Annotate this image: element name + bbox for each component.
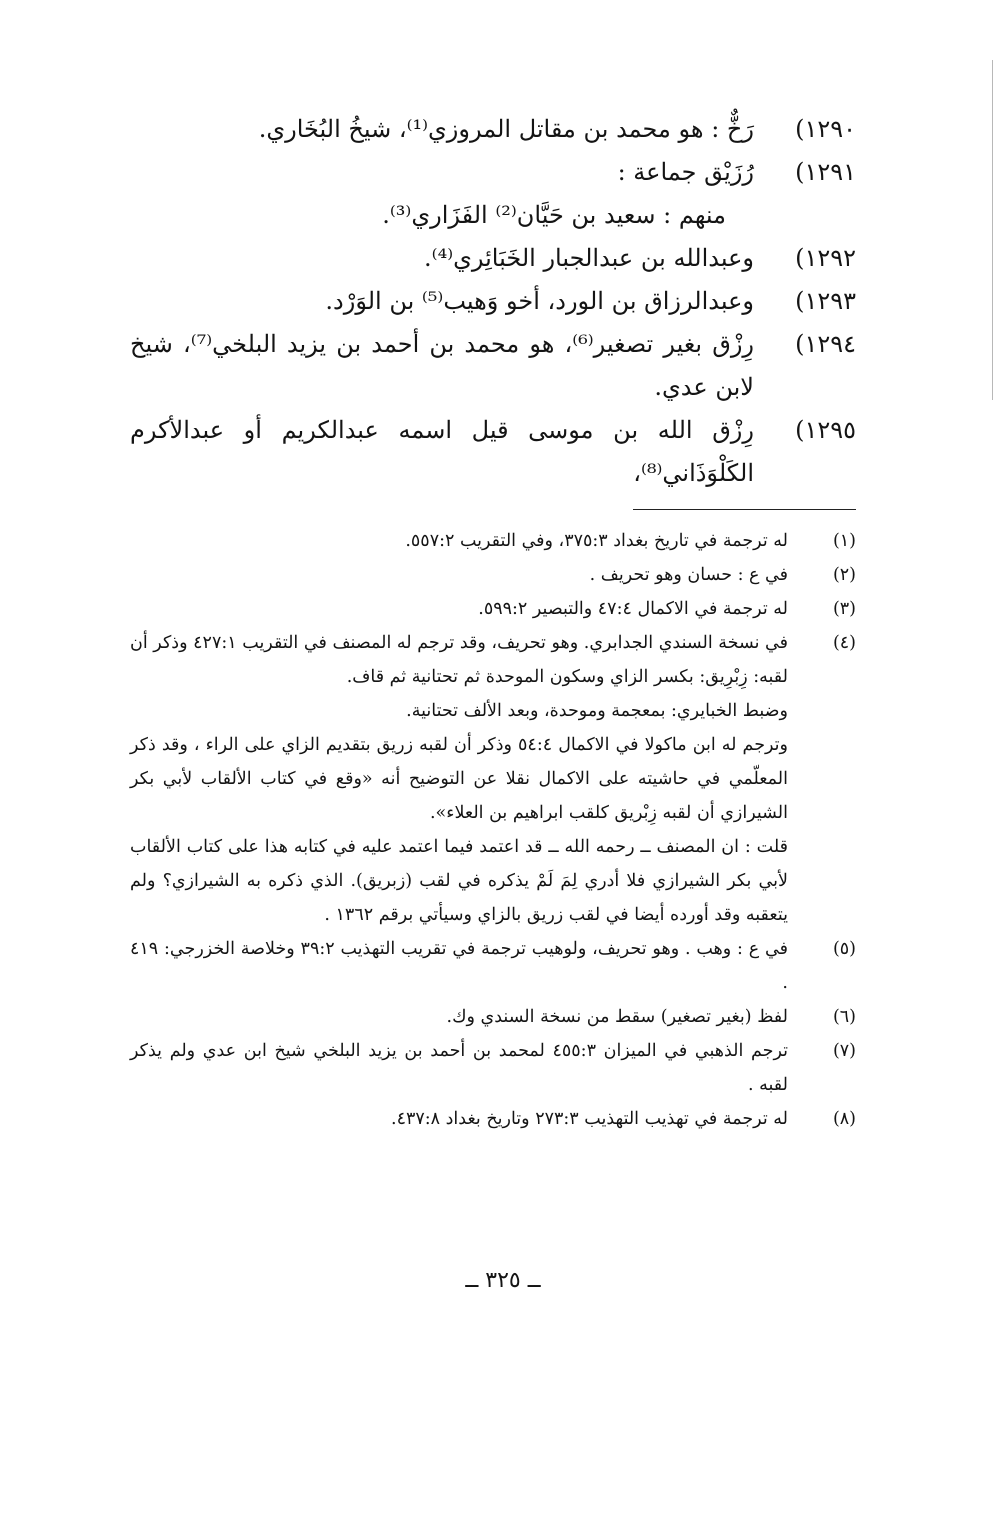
footnote-number: (٢) [832,565,856,585]
footnote-4 [130,626,856,932]
entry-1291-sub [130,194,856,237]
entry-number: ١٢٩٤) [795,330,856,358]
footnote-paragraph: وترجم له ابن ماكولا في الاكمال ٥٤:٤ وذكر أن لقبه زريق بتقديم الزاي على الراء ، وقد ذكر المعلّمي في حاشيته على الاكمال نقلا عن التوضيح أنه «وقع في كتاب الألقاب لأبي بكر الشيرازي أن لقبه زِبْريق كلقب ابراهيم بن العلاء». [130,735,788,823]
entry-text: رِزْق بغير تصغير⁽⁶⁾، هو محمد بن أحمد بن يزيد البلخي⁽⁷⁾، شيخ لابن عدي. [130,330,754,401]
page-number: ــ ٣٢٥ ــ [465,1268,541,1293]
entry-1295 [130,409,856,495]
entry-text: وعبدالرزاق بن الورد، أخو وَهيب⁽⁵⁾ بن الوَرْد. [325,287,754,315]
entry-text: منهم : سعيد بن حَيَّان⁽²⁾ الفَزَاري⁽³⁾. [382,201,726,229]
footnote-number: (٥) [832,939,856,959]
footnote-text: في ع : حسان وهو تحريف . [589,565,788,585]
footnotes [130,524,856,1136]
entry-number: ١٢٩٠) [795,115,856,143]
footnote-number: (٣) [832,599,856,619]
footnote-1 [130,524,856,558]
footnote-2 [130,558,856,592]
entry-number: ١٢٩٢) [795,244,856,272]
entry-number: ١٢٩١) [795,158,856,186]
footnote-number: (٦) [832,1007,856,1027]
footnote-7 [130,1034,856,1102]
footnote-text: له ترجمة في تاريخ بغداد ٣٧٥:٣، وفي التقريب ٥٥٧:٢. [405,531,788,551]
footnote-text: له ترجمة في تهذيب التهذيب ٢٧٣:٣ وتاريخ بغداد ٤٣٧:٨. [391,1109,788,1129]
entry-1294 [130,323,856,409]
entry-text: رُزَيْق جماعة : [617,158,754,186]
footnote-number: (٨) [832,1109,856,1129]
footnote-number: (٧) [832,1041,856,1061]
footnote-text: ترجم الذهبي في الميزان ٤٥٥:٣ لمحمد بن أحمد بن يزيد البلخي شيخ ابن عدي ولم يذكر لقبه . [130,1041,788,1095]
entry-text: وعبدالله بن عبدالجبار الخَبَائِري⁽⁴⁾. [424,244,754,272]
entry-number: ١٢٩٥) [795,416,856,444]
footnote-paragraph: قلت : ان المصنف ــ رحمه الله ــ قد اعتمد فيما اعتمد عليه في كتابه هذا على كتاب الألقاب لأبي بكر الشيرازي فلا أدري لِمَ لَمْ يذكره في لقب (زبريق). الذي ذكره به الشيرازي؟ ولم يتعقبه وقد أورده أيضا في لقب زريق بالزاي وسيأتي برقم ١٣٦٢ . [130,837,788,925]
entry-1291 [130,151,856,194]
footnote-text: له ترجمة في الاكمال ٤٧:٤ والتبصير ٥٩٩:٢. [478,599,788,619]
footnote-6 [130,1000,856,1034]
entry-text: رَخٌّ : هو محمد بن مقاتل المروزي⁽¹⁾، شيخُ البُخَاري. [258,115,754,143]
footnote-paragraph: وضبط الخبايري: بمعجمة وموحدة، وبعد الألف تحتانية. [406,701,788,721]
entry-number: ١٢٩٣) [795,287,856,315]
footnote-text: لفظ (بغير تصغير) سقط من نسخة السندي وك. [446,1007,788,1027]
entry-text: رِزْق الله بن موسى قيل اسمه عبدالكريم أو عبدالأكرم الكَلْوَذَاني⁽⁸⁾، [130,416,754,487]
entry-1290 [130,108,856,151]
footnote-paragraph: في نسخة السندي الجدابري. وهو تحريف، وقد ترجم له المصنف في التقريب ٤٢٧:١ وذكر أن لقبه: زِبْرِيق: بكسر الزاي وسكون الموحدة ثم تحتانية ثم قاف. [130,633,789,687]
footnote-5 [130,932,856,1000]
footnote-separator [633,509,856,510]
entry-1292 [130,237,856,280]
main-text [130,108,856,495]
footnote-number: (٤) [832,633,856,653]
entry-1293 [130,280,856,323]
page-edge-line [992,60,993,400]
footnote-3 [130,592,856,626]
footnote-text: في ع : وهب . وهو تحريف، ولوهيب ترجمة في تقريب التهذيب ٣٩:٢ وخلاصة الخزرجي: ٤١٩ . [130,939,788,993]
footnote-number: (١) [832,531,856,551]
footnote-8 [130,1102,856,1136]
